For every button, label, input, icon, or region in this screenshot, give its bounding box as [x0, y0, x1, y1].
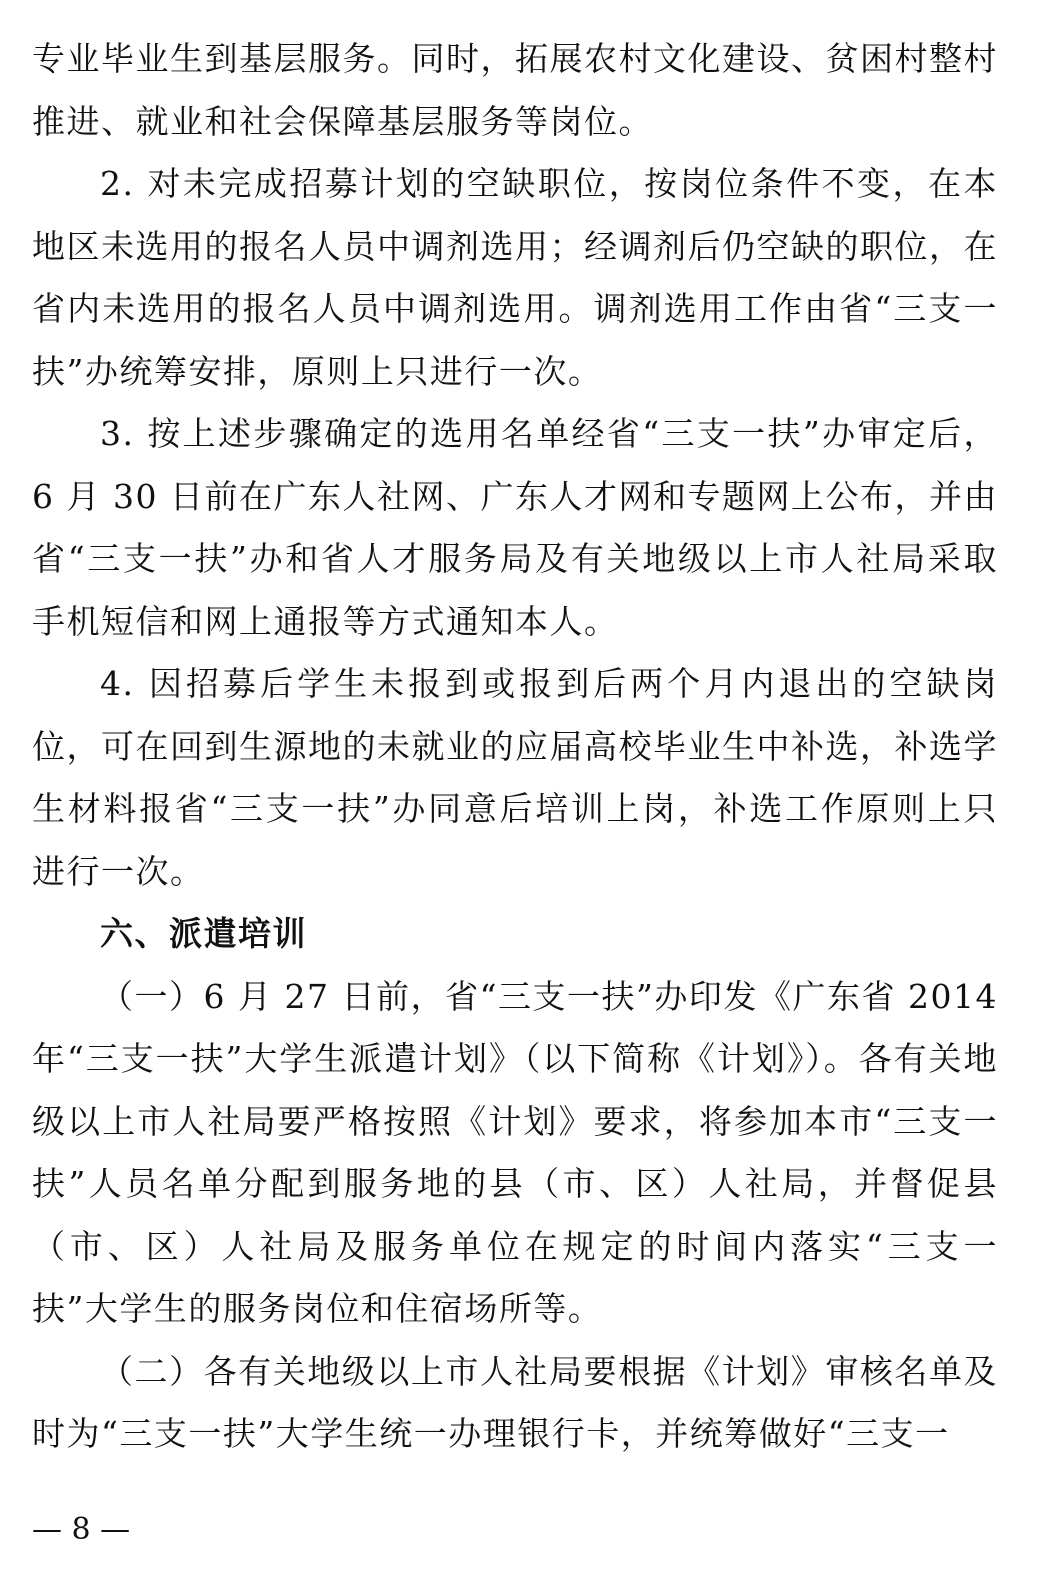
- paragraph-subsection-2: （二）各有关地级以上市人社局要根据《计划》审核名单及时为“三支一扶”大学生统一办理银行卡，并统筹做好“三支一: [32, 1351, 998, 1453]
- section-heading: 六、派遣培训: [100, 914, 307, 953]
- paragraph-item-4: 4. 因招募后学生未报到或报到后两个月内退出的空缺岗位，可在回到生源地的未就业的应届高校毕业生中补选，补选学生材料报省“三支一扶”办同意后培训上岗，补选工作原则上只进行一次。: [32, 664, 998, 891]
- page-number: — 8 —: [32, 1512, 131, 1547]
- paragraph-item-2: 2. 对未完成招募计划的空缺职位，按岗位条件不变，在本地区未选用的报名人员中调剂选用；经调剂后仍空缺的职位，在省内未选用的报名人员中调剂选用。调剂选用工作由省“三支一扶”办统筹安排，原则上只进行一次。: [32, 164, 998, 391]
- document-body: [32, 28, 998, 1466]
- paragraph-subsection-1: （一）6 月 27 日前，省“三支一扶”办印发《广东省 2014 年“三支一扶”大学生派遣计划》（以下简称《计划》）。各有关地级以上市人社局要严格按照《计划》要求，将参加本市“三支一扶”人员名单分配到服务地的县（市、区）人社局，并督促县（市、区）人社局及服务单位在规定的时间内落实“三支一扶”大学生的服务岗位和住宿场所等。: [32, 976, 998, 1328]
- paragraph-continuation: 专业毕业生到基层服务。同时，拓展农村文化建设、贫困村整村推进、就业和社会保障基层服务等岗位。: [32, 39, 998, 141]
- paragraph-item-3: 3. 按上述步骤确定的选用名单经省“三支一扶”办审定后，6 月 30 日前在广东人社网、广东人才网和专题网上公布，并由省“三支一扶”办和省人才服务局及有关地级以上市人社局采取手机短信和网上通报等方式通知本人。: [32, 414, 998, 641]
